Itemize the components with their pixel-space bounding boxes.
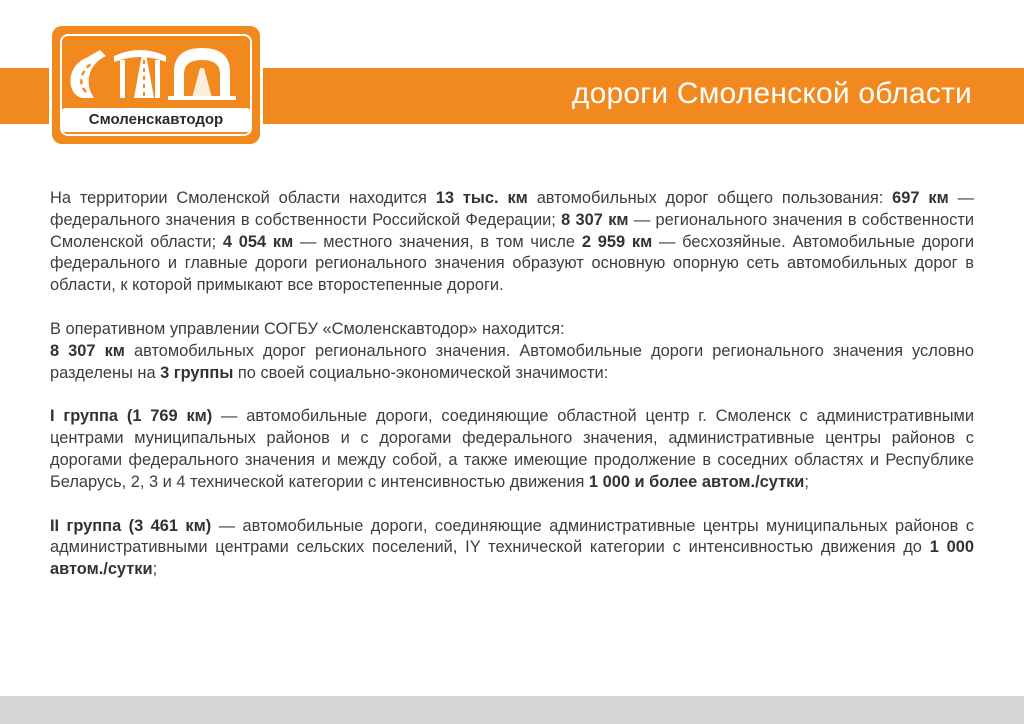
- bold-text-segment: II группа (3 461 км): [50, 516, 212, 535]
- logo-caption: Смоленскавтодор: [62, 108, 250, 132]
- paragraph-group-2: [50, 516, 974, 581]
- text-segment: — регионального значения в собственности Смоленской области;: [50, 210, 974, 251]
- company-logo: [52, 26, 260, 144]
- road-bridge-tunnel-icon: [60, 36, 252, 106]
- page-title: дороги Смоленской области: [571, 77, 972, 110]
- main-text: [50, 188, 974, 603]
- bold-text-segment: 1 000 и более автом./сутки: [588, 472, 805, 491]
- bold-text-segment: 13 тыс. км: [435, 189, 528, 207]
- text-segment: ;: [804, 472, 809, 491]
- text-segment: В оперативном управлении СОГБУ «Смоленскавтодор» находится:: [50, 319, 565, 338]
- paragraph-group-1: [50, 406, 974, 493]
- bold-text-segment: 2 959 км: [581, 232, 653, 251]
- text-segment: — автомобильные дороги, соединяющие административные центры муниципальных районов с административными центрами сельских поселений, IY технической категории с интенсивностью движения до: [50, 516, 975, 557]
- text-segment: по своей социально-экономической значимости:: [233, 363, 609, 382]
- text-segment: — автомобильные дороги, соединяющие областной центр г. Смоленск с административными центрами муниципальных районов и с дорогами федерального значения, административные центры районов с дорогами федерального значения и между собой, а также имеющие продолжение в соседних областях и Республике Беларусь, 2, 3 и 4 технической категории с интенсивностью движения: [50, 407, 974, 491]
- text-segment: — бесхозяйные. Автомобильные дороги федерального и главные дороги регионального значения образуют основную опорную сеть автомобильных дорог в области, к которой примыкают все второстепенные дороги.: [50, 232, 975, 295]
- text-segment: автомобильных дорог общего пользования:: [527, 189, 893, 207]
- bold-text-segment: I группа (1 769 км): [50, 407, 213, 426]
- bold-text-segment: 3 группы: [160, 363, 234, 382]
- paragraph-management: [50, 319, 974, 384]
- bold-text-segment: 697 км: [892, 189, 949, 207]
- bold-text-segment: 8 307 км: [561, 210, 629, 229]
- bold-text-segment: 1 000 автом./сутки: [50, 538, 974, 579]
- bold-text-segment: 4 054 км: [222, 232, 294, 251]
- text-segment: ;: [152, 560, 158, 579]
- paragraph-overview: [50, 188, 974, 297]
- text-segment: — местного значения, в том числе: [293, 232, 582, 251]
- text-segment: — федерального значения в собственности Российской Федерации;: [50, 189, 974, 229]
- text-segment: автомобильных дорог регионального значения. Автомобильные дороги регионального значения условно разделены на: [50, 341, 974, 382]
- bold-text-segment: 8 307 км: [50, 341, 125, 360]
- footer-bar: [0, 696, 1024, 724]
- text-segment: На территории Смоленской области находится: [50, 189, 436, 207]
